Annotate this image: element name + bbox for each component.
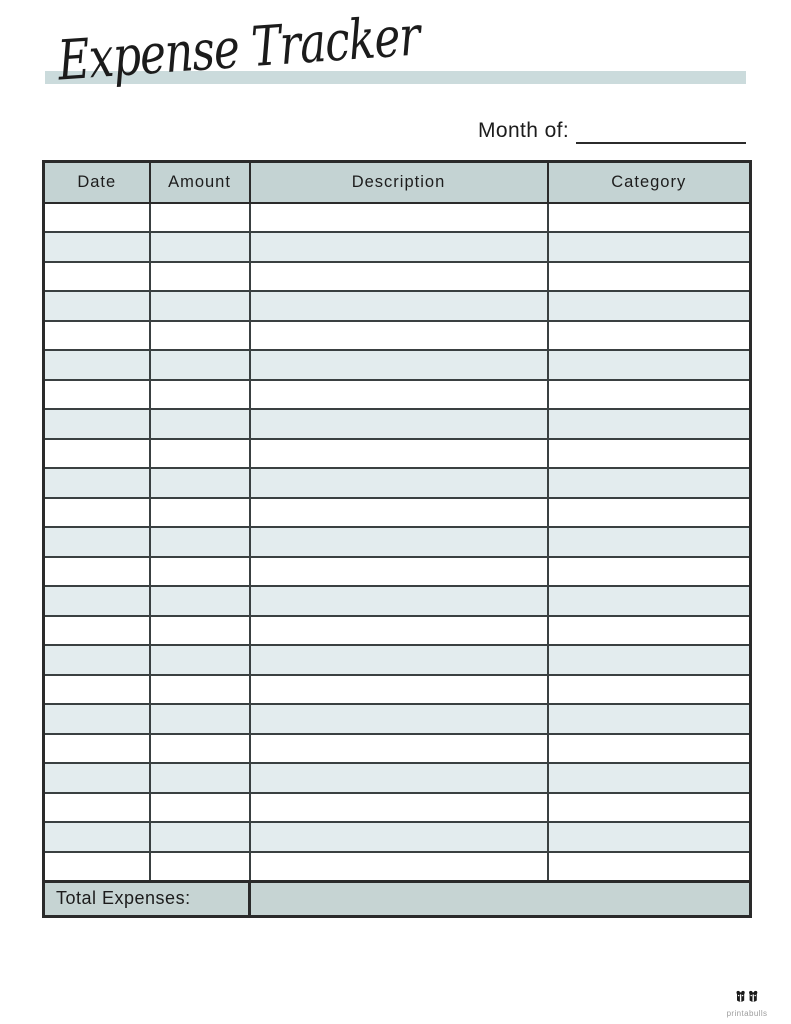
column-header-category: Category xyxy=(548,162,751,203)
table-cell[interactable] xyxy=(150,675,250,705)
table-cell[interactable] xyxy=(548,262,751,292)
total-expenses-label: Total Expenses: xyxy=(44,881,250,916)
table-cell[interactable] xyxy=(44,321,150,351)
table-cell[interactable] xyxy=(44,468,150,498)
table-cell[interactable] xyxy=(44,734,150,764)
table-cell[interactable] xyxy=(150,793,250,823)
table-cell[interactable] xyxy=(150,527,250,557)
table-cell[interactable] xyxy=(44,203,150,233)
table-cell[interactable] xyxy=(150,439,250,469)
table-row xyxy=(44,439,751,469)
table-cell[interactable] xyxy=(250,350,548,380)
column-header-date: Date xyxy=(44,162,150,203)
table-row xyxy=(44,527,751,557)
table-header-row xyxy=(44,162,751,203)
table-cell[interactable] xyxy=(250,793,548,823)
table-cell[interactable] xyxy=(44,498,150,528)
table-cell[interactable] xyxy=(150,409,250,439)
table-cell[interactable] xyxy=(548,734,751,764)
table-row xyxy=(44,409,751,439)
table-cell[interactable] xyxy=(548,852,751,882)
table-row xyxy=(44,468,751,498)
table-cell[interactable] xyxy=(150,380,250,410)
table-cell[interactable] xyxy=(44,439,150,469)
table-cell[interactable] xyxy=(250,852,548,882)
table-cell[interactable] xyxy=(44,645,150,675)
table-cell[interactable] xyxy=(250,439,548,469)
table-row xyxy=(44,793,751,823)
table-cell[interactable] xyxy=(44,291,150,321)
table-cell[interactable] xyxy=(250,321,548,351)
table-footer xyxy=(44,881,751,916)
table-cell[interactable] xyxy=(150,350,250,380)
table-cell[interactable] xyxy=(44,350,150,380)
table-cell[interactable] xyxy=(44,616,150,646)
table-row xyxy=(44,616,751,646)
table-cell[interactable] xyxy=(150,586,250,616)
table-cell[interactable] xyxy=(548,409,751,439)
month-of-row xyxy=(478,118,746,144)
table-row xyxy=(44,203,751,233)
table-cell[interactable] xyxy=(548,822,751,852)
printabulls-logo xyxy=(719,990,775,1018)
table-cell[interactable] xyxy=(250,409,548,439)
table-cell[interactable] xyxy=(44,527,150,557)
table-cell[interactable] xyxy=(548,527,751,557)
logo-text: printabulls xyxy=(726,1009,768,1018)
table-row xyxy=(44,822,751,852)
table-cell[interactable] xyxy=(44,262,150,292)
table-cell[interactable] xyxy=(250,763,548,793)
table-row xyxy=(44,734,751,764)
table-cell[interactable] xyxy=(44,232,150,262)
table-cell[interactable] xyxy=(548,380,751,410)
table-cell[interactable] xyxy=(150,557,250,587)
table-body xyxy=(44,203,751,882)
column-header-amount: Amount xyxy=(150,162,250,203)
table-cell[interactable] xyxy=(250,527,548,557)
table-cell[interactable] xyxy=(150,763,250,793)
table-cell[interactable] xyxy=(250,675,548,705)
table-cell[interactable] xyxy=(548,616,751,646)
table-row xyxy=(44,645,751,675)
table-cell[interactable] xyxy=(548,557,751,587)
table-cell[interactable] xyxy=(250,468,548,498)
table-cell[interactable] xyxy=(150,704,250,734)
table-cell[interactable] xyxy=(548,586,751,616)
table-cell[interactable] xyxy=(150,498,250,528)
table-row xyxy=(44,498,751,528)
table-cell[interactable] xyxy=(548,763,751,793)
table-cell[interactable] xyxy=(250,498,548,528)
table-cell[interactable] xyxy=(44,675,150,705)
table-cell[interactable] xyxy=(150,468,250,498)
table-cell[interactable] xyxy=(548,645,751,675)
total-expenses-row xyxy=(44,881,751,916)
table-cell[interactable] xyxy=(548,498,751,528)
page-title: Expense Tracker xyxy=(55,4,422,94)
table-cell[interactable] xyxy=(250,557,548,587)
table-cell[interactable] xyxy=(250,586,548,616)
table-cell[interactable] xyxy=(44,704,150,734)
table-cell[interactable] xyxy=(150,203,250,233)
table-cell[interactable] xyxy=(250,203,548,233)
table-cell[interactable] xyxy=(44,586,150,616)
table-cell[interactable] xyxy=(150,232,250,262)
table-cell[interactable] xyxy=(548,203,751,233)
table-cell[interactable] xyxy=(44,409,150,439)
two-bulls-icon xyxy=(734,990,760,1009)
table-cell[interactable] xyxy=(250,616,548,646)
table-cell[interactable] xyxy=(250,232,548,262)
table-cell[interactable] xyxy=(548,321,751,351)
table-cell[interactable] xyxy=(548,350,751,380)
table-cell[interactable] xyxy=(250,291,548,321)
total-expenses-value-cell[interactable] xyxy=(250,881,751,916)
table-cell[interactable] xyxy=(548,675,751,705)
table-row xyxy=(44,262,751,292)
table-row xyxy=(44,380,751,410)
table-cell[interactable] xyxy=(150,262,250,292)
table-row xyxy=(44,321,751,351)
table-cell[interactable] xyxy=(150,645,250,675)
table-row xyxy=(44,557,751,587)
table-cell[interactable] xyxy=(250,262,548,292)
table-cell[interactable] xyxy=(250,704,548,734)
table-cell[interactable] xyxy=(250,734,548,764)
table-cell[interactable] xyxy=(44,822,150,852)
table-cell[interactable] xyxy=(548,232,751,262)
month-of-label: Month of: xyxy=(478,119,570,142)
table-row xyxy=(44,586,751,616)
table-cell[interactable] xyxy=(250,822,548,852)
table-cell[interactable] xyxy=(44,793,150,823)
table-row xyxy=(44,232,751,262)
table-cell[interactable] xyxy=(150,852,250,882)
table-row xyxy=(44,852,751,882)
expense-table xyxy=(42,160,752,918)
table-row xyxy=(44,704,751,734)
table-cell[interactable] xyxy=(150,822,250,852)
table-cell[interactable] xyxy=(44,557,150,587)
table-cell[interactable] xyxy=(548,468,751,498)
table-cell[interactable] xyxy=(250,380,548,410)
table-cell[interactable] xyxy=(44,763,150,793)
column-header-description: Description xyxy=(250,162,548,203)
table-row xyxy=(44,675,751,705)
table-cell[interactable] xyxy=(548,704,751,734)
table-cell[interactable] xyxy=(548,793,751,823)
table-row xyxy=(44,763,751,793)
table-row xyxy=(44,291,751,321)
table-cell[interactable] xyxy=(150,734,250,764)
table-cell[interactable] xyxy=(150,291,250,321)
table-cell[interactable] xyxy=(250,645,548,675)
table-cell[interactable] xyxy=(44,852,150,882)
table-row xyxy=(44,350,751,380)
table-cell[interactable] xyxy=(548,291,751,321)
table-cell[interactable] xyxy=(44,380,150,410)
month-input-line[interactable] xyxy=(576,120,746,144)
table-cell[interactable] xyxy=(150,616,250,646)
table-cell[interactable] xyxy=(548,439,751,469)
table-cell[interactable] xyxy=(150,321,250,351)
